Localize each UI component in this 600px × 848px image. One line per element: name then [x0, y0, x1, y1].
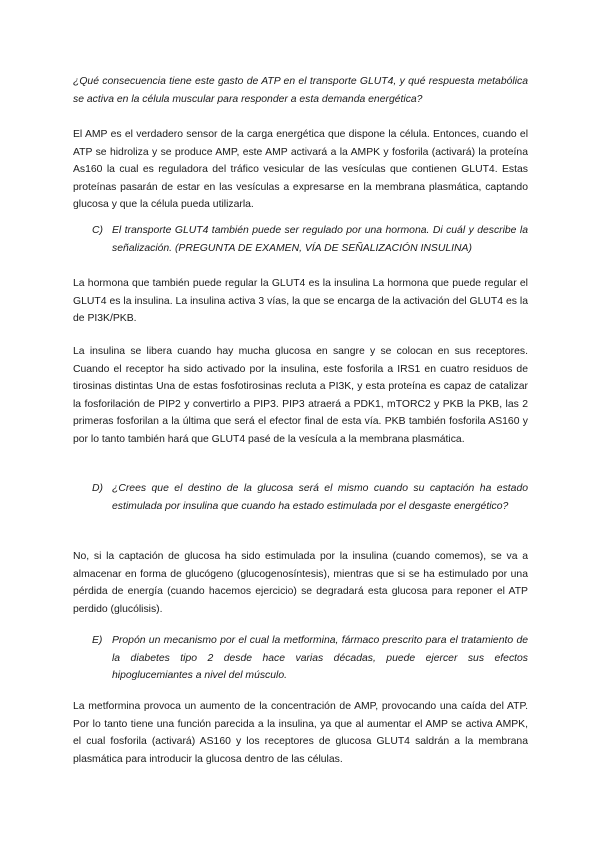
- answer-c-paragraph-1: La hormona que también puede regular la GLUT4 es la insulina La hormona que puede regular el GLUT4 es la insulina. La insulina activa 3 vías, la que se encarga de la activación del GLUT4 es la de PI3K/PKB.: [73, 278, 528, 325]
- question-d-letter: D): [92, 483, 103, 494]
- question-c: [92, 222, 528, 257]
- question-d: [92, 480, 528, 515]
- question-e-text: Propón un mecanismo por el cual la metformina, fármaco prescrito para el tratamiento de la diabetes tipo 2 desde hace varias décadas, puede ejercer sus efectos hipoglucemiantes a nivel del músculo.: [112, 635, 528, 682]
- question-b: ¿Qué consecuencia tiene este gasto de ATP en el transporte GLUT4, y qué respuesta metabólica se activa en la célula muscular para responder a esta demanda energética?: [73, 76, 528, 105]
- answer-b-paragraph: El AMP es el verdadero sensor de la carga energética que dispone la célula. Entonces, cuando el ATP se hidroliza y se produce AMP, este AMP activará a la AMPK y fosforila (activará) la proteína As160 la cual es reguladora del tráfico vesicular de las vesículas que contienen GLUT4. Estas proteínas pasarán de estar en las vesículas a expresarse en la membrana plasmática, captando glucosa y que la célula pueda utilizarla.: [73, 129, 528, 211]
- answer-e-paragraph: La metformina provoca un aumento de la concentración de AMP, provocando una caída del ATP. Por lo tanto tiene una función parecida a la insulina, ya que al aumentar el AMP se activa AMPK, el cual fosforila (activará) AS160 y los receptores de glucosa GLUT4 saldrán a la membrana plasmática para introducir la glucosa dentro de las células.: [73, 701, 528, 765]
- answer-d-paragraph: No, si la captación de glucosa ha sido estimulada por la insulina (cuando comemos), se va a almacenar en forma de glucógeno (glucogenosíntesis), mientras que si se ha estimulado por una pérdida de energía (cuando hacemos ejercicio) se degradará esta glucosa para reponer el ATP perdido (glucólisis).: [73, 551, 528, 615]
- answer-c-paragraph-2: La insulina se libera cuando hay mucha glucosa en sangre y se colocan en sus receptores. Cuando el receptor ha sido activado por la insulina, este fosforila a IRS1 en cuatro residuos de tirosinas distintas Una de estas fosfotirosinas recluta a PI3K, y esta proteína es capaz de catalizar la fosforilación de PIP2 y convertirlo a PIP3. PIP3 atraerá a PDK1, mTORC2 y PKB la PKB, las 2 primeras fosforilan a la última que será el efector final de esta vía. PKB también fosforila AS160 y por lo tanto también hará que GLUT4 pasé de la vesícula a la membrana plasmática.: [73, 346, 528, 445]
- question-c-letter: C): [92, 225, 103, 236]
- question-e: [92, 632, 528, 685]
- question-c-text: El transporte GLUT4 también puede ser regulado por una hormona. Di cuál y describe la señalización. (PREGUNTA DE EXAMEN, VÍA DE SEÑALIZACIÓN INSULINA): [112, 225, 528, 254]
- question-e-letter: E): [92, 635, 103, 646]
- question-d-text: ¿Crees que el destino de la glucosa será el mismo cuando su captación ha estado estimulada por insulina que cuando ha estado estimulada por el desgaste energético?: [112, 483, 528, 512]
